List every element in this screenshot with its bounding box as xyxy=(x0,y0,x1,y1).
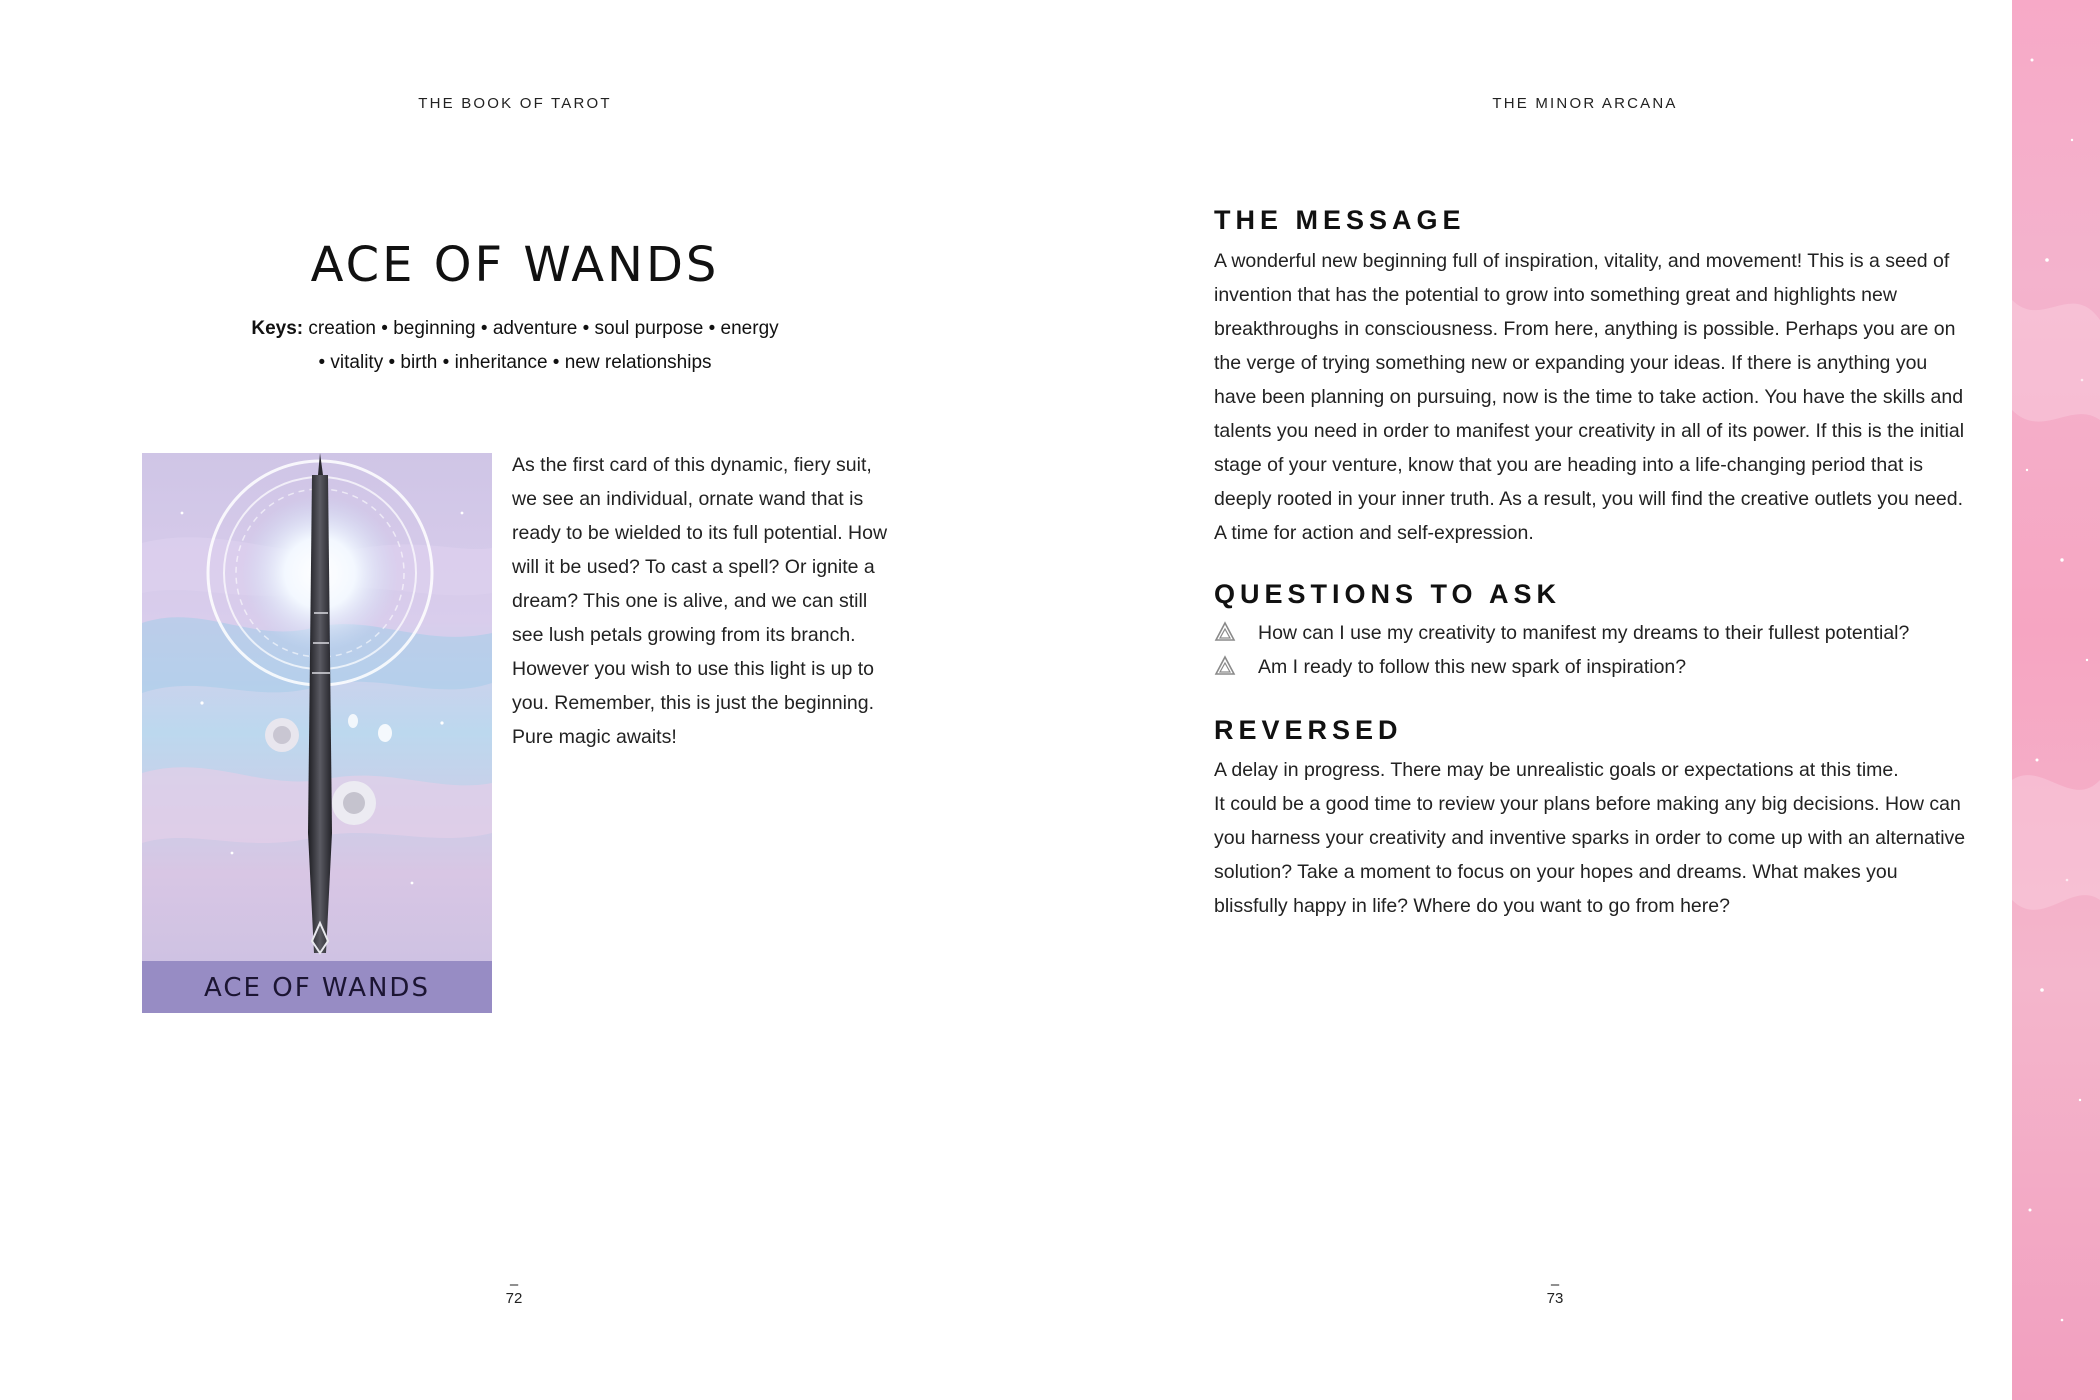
message-heading: THE MESSAGE xyxy=(1214,205,1466,235)
reversed-text: It could be a good time to review your plans before making any big decisions. How can you harness your creativity and inventive sparks in order to come up with an alternative solution? Take a moment to focus on your hopes and dreams. What makes you blissfully happy in life? Where do you want to go from here? xyxy=(1214,793,1966,917)
card-title: ACE OF WANDS xyxy=(310,237,720,294)
running-head-left: THE BOOK OF TAROT xyxy=(418,95,612,112)
left-page xyxy=(0,0,1030,1400)
intro-paragraph: As the first card of this dynamic, fiery suit, we see an individual, ornate wand that is ready to be wielded to its full potential. How will it be used? To cast a spell? Or ignite a dream? This one is alive, and we can still see lush petals growing from its branch. However you wish to use this light is up to you. Remember, this is just the beginning. Pure magic awaits! xyxy=(512,454,888,748)
message-text: A wonderful new beginning full of inspiration, vitality, and movement! This is a seed of invention that has the potential to grow into something great and highlights new breakthroughs in consciousness. From here, anything is possible. Perhaps you are on the verge of trying something new or expanding your ideas. If there is anything you have been planning on pursuing, now is the time to take action. You have the skills and talents you need in order to manifest your creativity in all of its power. If this is the initial stage of your venture, know that you are heading into a life-changing period that is deeply rooted in your inner truth. As a result, you will find the creative outlets you need. A time for action and self-expression. xyxy=(1214,250,1965,544)
questions-heading: QUESTIONS TO ASK xyxy=(1214,579,1562,609)
reversed-line-1: A delay in progress. There may be unrealistic goals or expectations at this time. xyxy=(1214,759,1899,781)
keys-text-2: • vitality • birth • inheritance • new relationships xyxy=(318,352,712,373)
questions-list xyxy=(1214,616,1974,684)
card-label: ACE OF WANDS xyxy=(142,961,492,1013)
keys-line-1 xyxy=(180,312,850,346)
folio-dash: – xyxy=(1550,1276,1560,1293)
pink-page-edge xyxy=(2012,0,2100,1400)
keys-label: Keys: xyxy=(251,318,304,339)
folio-dash: – xyxy=(509,1276,519,1293)
reversed-heading: REVERSED xyxy=(1214,715,1403,745)
question-item xyxy=(1214,650,1974,684)
triangle-icon xyxy=(1214,655,1236,677)
question-text: How can I use my creativity to manifest my dreams to their fullest potential? xyxy=(1258,622,1910,644)
question-item xyxy=(1214,616,1974,650)
sparkle-texture xyxy=(2012,0,2100,1400)
page-number-left xyxy=(494,1276,534,1307)
page-number-text: 73 xyxy=(1546,1290,1564,1307)
question-text: Am I ready to follow this new spark of inspiration? xyxy=(1258,656,1687,678)
keys-text-1: creation • beginning • adventure • soul purpose • energy xyxy=(308,318,779,339)
running-head-right: THE MINOR ARCANA xyxy=(1492,95,1678,112)
wand-icon xyxy=(142,453,492,1013)
right-page xyxy=(1030,0,2012,1400)
triangle-icon xyxy=(1214,621,1236,643)
tarot-card-image xyxy=(142,453,492,1013)
page-number-right xyxy=(1535,1276,1575,1307)
page-number-text: 72 xyxy=(505,1290,523,1307)
card-keys xyxy=(180,312,850,380)
